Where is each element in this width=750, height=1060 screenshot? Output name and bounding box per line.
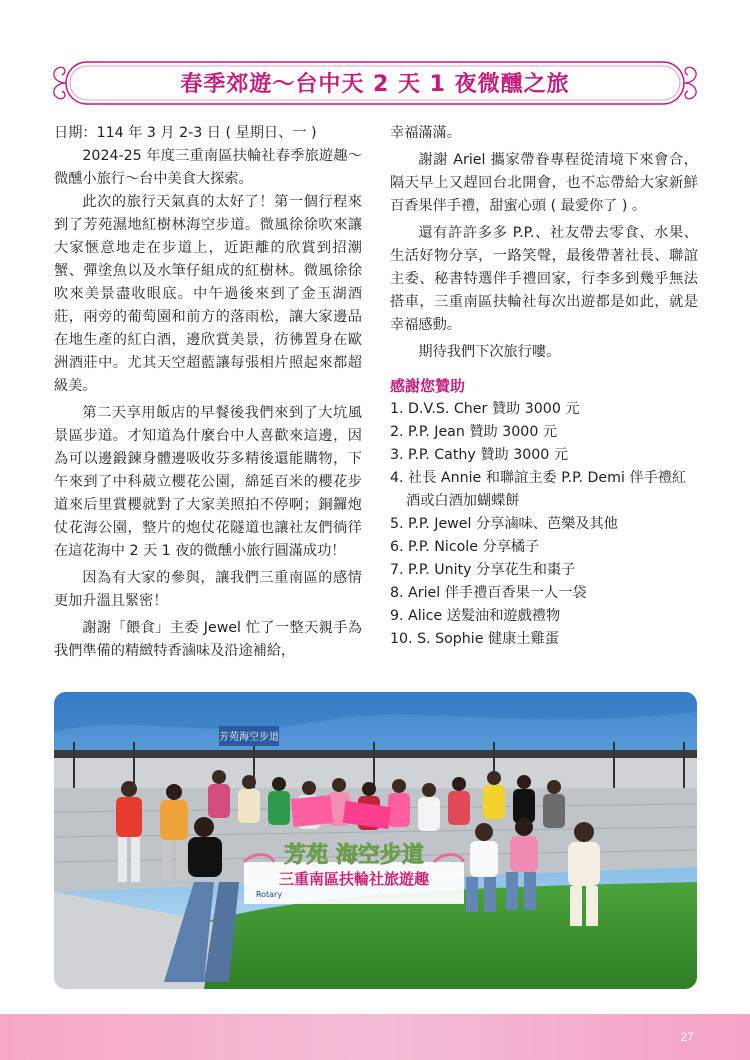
page-title: 春季郊遊～台中天 2 天 1 夜微醺之旅	[180, 72, 570, 97]
list-item: 8. Ariel 伴手禮百香果一人一袋	[390, 585, 587, 601]
list-item: 2. P.P. Jean 贊助 3000 元	[390, 424, 558, 440]
paragraph: 第二天享用飯店的早餐後我們來到了大坑風景區步道。才知道為什麼台中人喜歡來這邊，因為可以邊鍛鍊身體邊吸收芬多精後還能購物，下午來到了中科葳立櫻花公園，綿延百米的櫻花步道來后里賞櫻就對了大家美照拍不停啊；銅鑼炮仗花海公園，整片的炮仗花隧道也讓社友們徜徉在這花海中 2 天 1 夜的微醺小旅行圓滿成功！	[54, 405, 362, 559]
list-item: 5. P.P. Jewel 分享滷味、芭樂及其他	[390, 516, 618, 532]
paragraph: 2024-25 年度三重南區扶輪社春季旅遊趣～微醺小旅行～台中美食大探索。	[54, 148, 362, 187]
right-column	[390, 122, 698, 651]
paragraph: 期待我們下次旅行嘍。	[418, 344, 561, 360]
board-text: 芳苑 海空步道	[284, 843, 424, 868]
list-item: 4. 社長 Annie 和聯誼主委 P.P. Demi 伴手禮紅酒或白酒加蝴蝶餅	[390, 470, 687, 509]
title-banner	[46, 58, 704, 108]
list-item: 1. D.V.S. Cher 贊助 3000 元	[390, 401, 580, 417]
left-column	[54, 122, 362, 663]
thanks-list	[390, 398, 698, 651]
paragraph: 謝謝「餵食」主委 Jewel 忙了一整天親手為我們準備的精緻特香滷味及沿途補給，	[54, 620, 362, 659]
group-photo	[54, 692, 697, 989]
paragraph: 幸福滿滿。	[390, 125, 461, 141]
banner-text: 三重南區扶輪社旅遊趣	[278, 870, 430, 888]
list-item: 6. P.P. Nicole 分享橘子	[390, 539, 540, 555]
paragraph: 此次的旅行天氣真的太好了！第一個行程來到了芳苑濕地紅樹林海空步道。微風徐徐吹來讓大家愜意地走在步道上，近距離的欣賞到招潮蟹、彈塗魚以及水筆仔組成的紅樹林。微風徐徐吹來美景盡收眼底。中午過後來到了金玉湖酒莊，兩旁的葡萄園和前方的落雨松，讓大家邊品在地生產的紅白酒，邊欣賞美景，彷彿置身在歐洲酒莊中。尤其天空超藍讓每張相片照起來都超級美。	[54, 194, 362, 394]
banner-logo: Rotary	[255, 890, 283, 899]
group-photo-illustration	[54, 692, 697, 989]
list-item: 7. P.P. Unity 分享花生和棗子	[390, 562, 576, 578]
paragraph: 還有許許多多 P.P.、社友帶去零食、水果、生活好物分享，一路笑聲，最後帶著社長、聯誼主委、秘書特選伴手禮回家，行李多到幾乎無法搭車，三重南區扶輪社每次出遊都是如此，就是幸福感動。	[390, 225, 698, 333]
page-number: 27	[680, 1030, 694, 1044]
thanks-heading: 感謝您贊助	[390, 377, 466, 395]
list-item: 3. P.P. Cathy 贊助 3000 元	[390, 447, 569, 463]
sign-text: 芳苑海空步道	[219, 732, 279, 743]
date-line: 日期：114 年 3 月 2-3 日 ( 星期日、一 )	[54, 125, 317, 141]
list-item: 10. S. Sophie 健康土雞蛋	[390, 631, 559, 647]
paragraph: 因為有大家的參與，讓我們三重南區的感情更加升溫且緊密！	[54, 570, 362, 609]
list-item: 9. Alice 送髮油和遊戲禮物	[390, 608, 561, 624]
paragraph: 謝謝 Ariel 攜家帶眷專程從清境下來會合，隔天早上又趕回台北開會，也不忘帶給大家新鮮百香果伴手禮，甜蜜心頭 ( 最愛你了 ) 。	[390, 152, 698, 214]
footer-band	[0, 1014, 750, 1060]
